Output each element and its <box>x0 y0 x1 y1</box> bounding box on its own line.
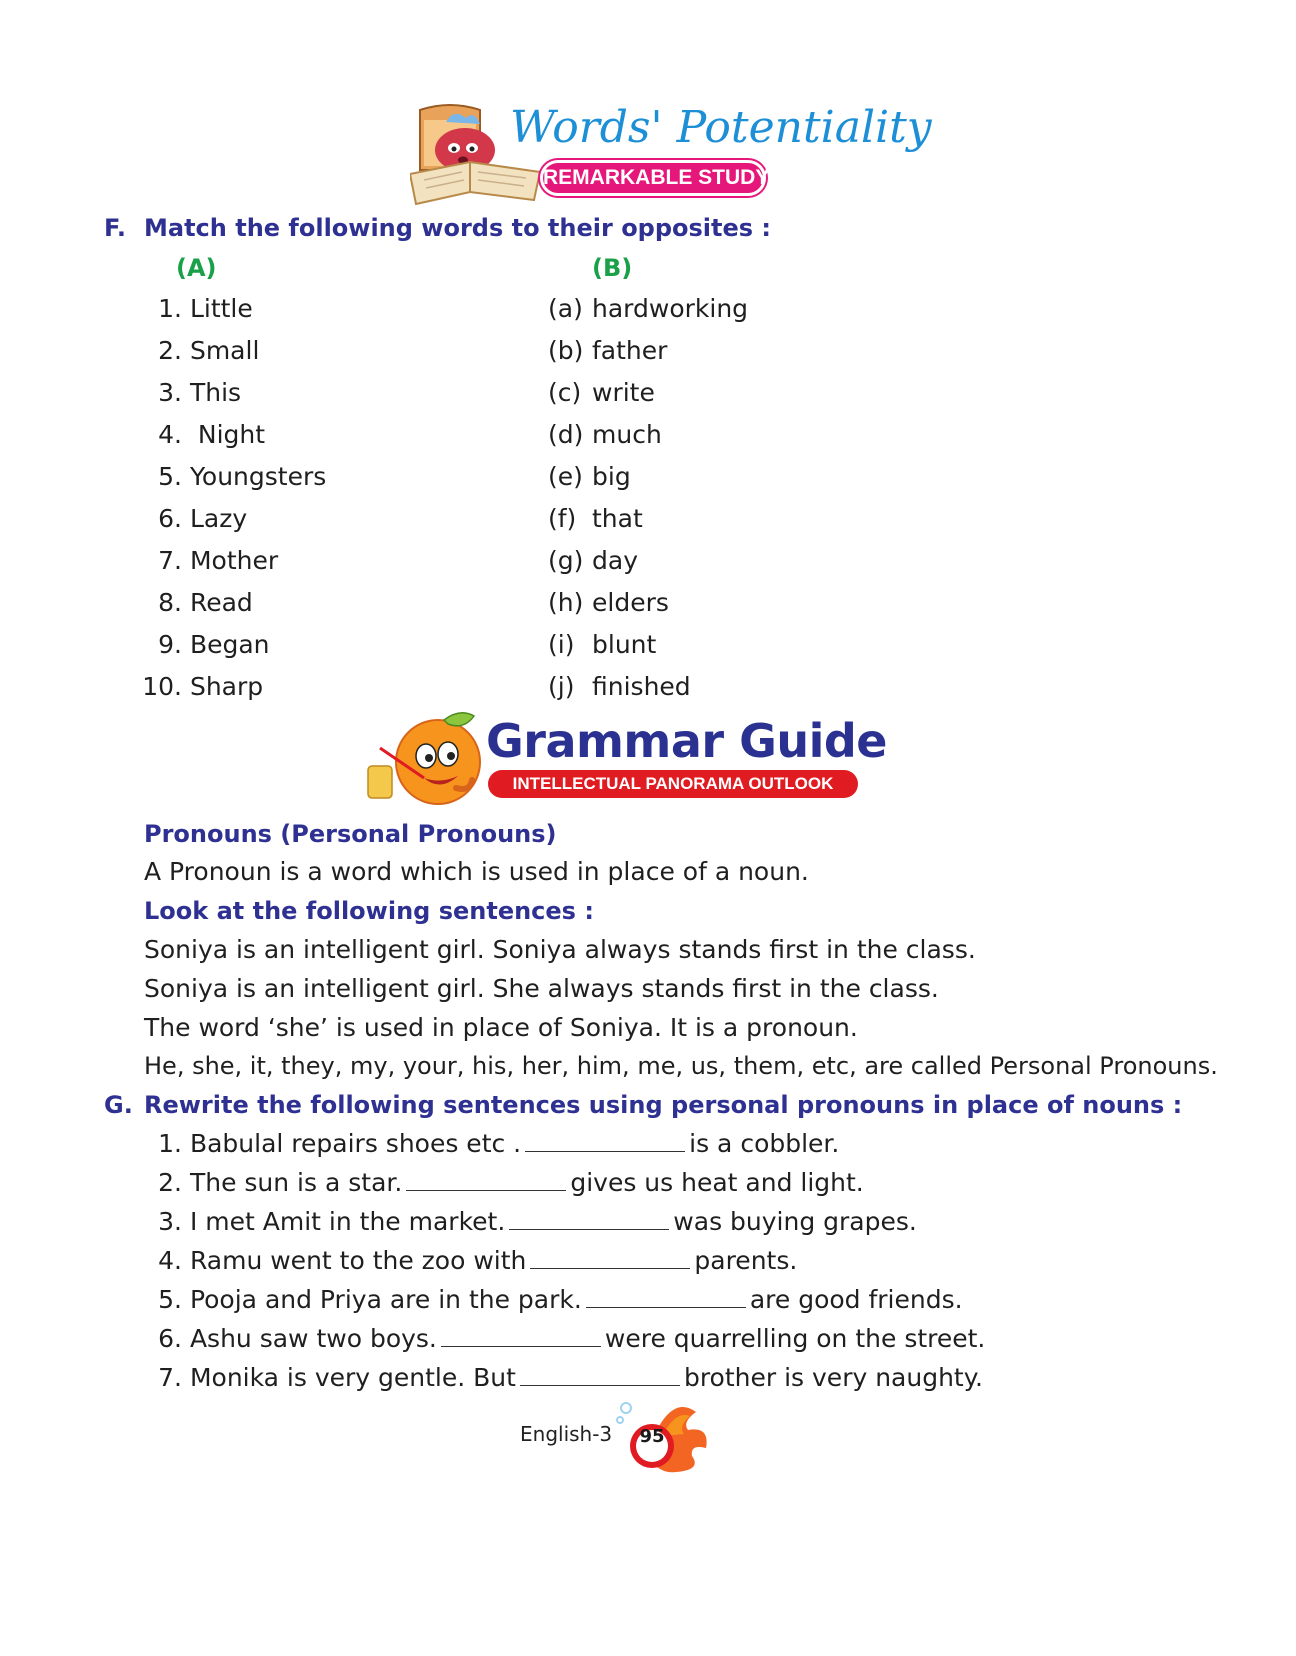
page-footer <box>520 1400 720 1480</box>
example-sentence: He, she, it, they, my, your, his, her, him, me, us, them, etc, are called Personal Pronouns. <box>144 1052 1218 1080</box>
list-item: 9. Began <box>158 630 270 659</box>
list-item: 7. Mother <box>158 546 279 575</box>
words-potentiality-logo <box>410 100 932 210</box>
grammar-guide-title: Grammar Guide <box>486 714 887 768</box>
section-f-instruction: Match the following words to their opposites : <box>144 214 772 242</box>
list-item: (c) write <box>548 378 655 407</box>
exercise-item: 6. Ashu saw two boys. were quarrelling on the street. <box>158 1324 986 1353</box>
intellectual-panorama-badge: INTELLECTUAL PANORAMA OUTLOOK <box>488 770 858 798</box>
list-item: (f) that <box>548 504 643 533</box>
exercise-item: 7. Monika is very gentle. But brother is very naughty. <box>158 1363 983 1392</box>
book-label: English-3 <box>520 1422 613 1446</box>
column-b-heading: (B) <box>592 254 633 282</box>
list-item: (e) big <box>548 462 631 491</box>
list-item: (j) finished <box>548 672 691 701</box>
grammar-guide-logo <box>360 708 887 808</box>
example-sentence: Soniya is an intelligent girl. Soniya always stands first in the class. <box>144 935 976 964</box>
list-item: (g) day <box>548 546 638 575</box>
list-item: 8. Read <box>158 588 253 617</box>
exercise-item: 5. Pooja and Priya are in the park. are good friends. <box>158 1285 963 1314</box>
orange-mascot-icon <box>360 708 490 808</box>
exercise-item: 1. Babulal repairs shoes etc . is a cobbler. <box>158 1129 840 1158</box>
example-sentence: The word ‘she’ is used in place of Soniya. It is a pronoun. <box>144 1013 858 1042</box>
answer-blank[interactable] <box>509 1209 669 1230</box>
answer-blank[interactable] <box>520 1365 680 1386</box>
column-b-list <box>548 290 748 710</box>
list-item: 10. Sharp <box>142 672 264 701</box>
pronouns-heading: Pronouns (Personal Pronouns) <box>144 820 557 848</box>
list-item: 2. Small <box>158 336 260 365</box>
exercise-item: 4. Ramu went to the zoo with parents. <box>158 1246 798 1275</box>
list-item: 4. Night <box>158 420 266 449</box>
look-heading: Look at the following sentences : <box>144 897 594 925</box>
section-f-letter: F. <box>104 214 126 242</box>
column-a-heading: (A) <box>176 254 217 282</box>
answer-blank[interactable] <box>525 1131 685 1152</box>
page-number: 95 <box>639 1426 665 1447</box>
list-item: 1. Little <box>158 294 253 323</box>
list-item: (i) blunt <box>548 630 657 659</box>
answer-blank[interactable] <box>441 1326 601 1347</box>
pronoun-definition: A Pronoun is a word which is used in place of a noun. <box>144 857 809 886</box>
list-item: (b) father <box>548 336 668 365</box>
example-sentence: Soniya is an intelligent girl. She always stands first in the class. <box>144 974 939 1003</box>
answer-blank[interactable] <box>530 1248 690 1269</box>
section-g-letter: G. <box>104 1091 133 1119</box>
remarkable-study-badge: REMARKABLE STUDY <box>540 160 766 196</box>
exercise-item: 2. The sun is a star. gives us heat and light. <box>158 1168 864 1197</box>
list-item: (h) elders <box>548 588 669 617</box>
list-item: 6. Lazy <box>158 504 248 533</box>
exercise-list <box>142 1126 985 1399</box>
exercise-item: 3. I met Amit in the market. was buying grapes. <box>158 1207 917 1236</box>
list-item: (d) much <box>548 420 662 449</box>
section-g-instruction: Rewrite the following sentences using personal pronouns in place of nouns : <box>144 1091 1183 1119</box>
list-item: (a) hardworking <box>548 294 749 323</box>
list-item: 5. Youngsters <box>158 462 327 491</box>
answer-blank[interactable] <box>586 1287 746 1308</box>
answer-blank[interactable] <box>406 1170 566 1191</box>
words-potentiality-title: Words' Potentiality <box>510 102 932 153</box>
column-a-list <box>142 290 326 710</box>
list-item: 3. This <box>158 378 242 407</box>
